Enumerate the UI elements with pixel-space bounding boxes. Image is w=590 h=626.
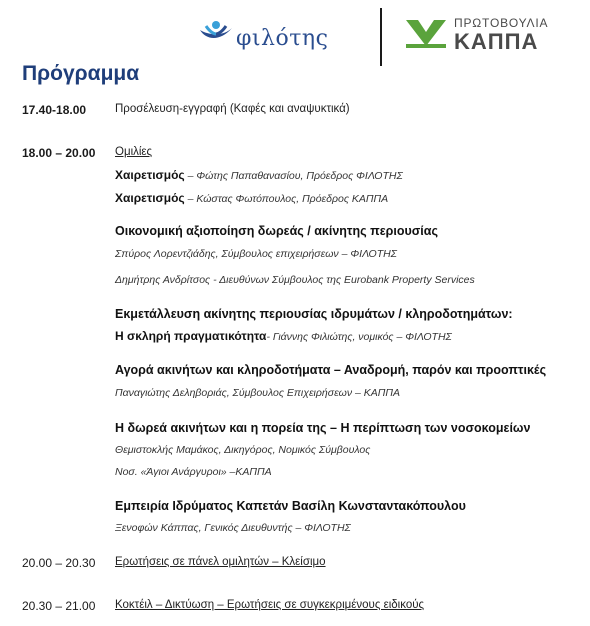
kappa-logo-text: ΚΑΠΠΑ [454, 29, 539, 54]
greeting-1 [115, 168, 403, 182]
greeting-2 [115, 191, 388, 205]
slot-time-4: 20.30 – 21.00 [22, 599, 96, 613]
talk-3-speaker-1: Παναγιώτης Δεληβοριάς, Σύμβουλος Επιχειρήσεων – ΚΑΠΠΑ [115, 387, 401, 399]
talk-2-subtitle-lead: Η σκληρή πραγματικότητα [115, 329, 267, 343]
slot-text-4: Κοκτέιλ – Δικτύωση – Ερωτήσεις σε συγκεκριμένους ειδικούς [115, 599, 425, 611]
greeting-1-speaker: – Φώτης Παπαθανασίου, Πρόεδρος ΦΙΛΟΤΗΣ [184, 170, 403, 182]
greeting-2-lead: Χαιρετισμός [115, 191, 185, 205]
talk-4-speaker-2: Νοσ. «Άγιοι Ανάργυροι» –ΚΑΠΠΑ [115, 466, 272, 478]
slot-time-3: 20.00 – 20.30 [22, 556, 96, 570]
talk-1-speaker-2: Δημήτρης Ανδρίτσος - Διευθύνων Σύμβουλος της Eurobank Property Services [115, 274, 475, 286]
talk-2-speaker: - Γιάννης Φιλιώτης, νομικός – ΦΙΛΟΤΗΣ [266, 331, 452, 343]
talk-3-title: Αγορά ακινήτων και κληροδοτήματα – Αναδρομή, παρόν και προοπτικές [115, 363, 547, 377]
filotis-people-icon [196, 16, 236, 50]
slot-text-1: Προσέλευση-εγγραφή (Καφές και αναψυκτικά) [115, 103, 350, 115]
slot-text-2: Ομιλίες [115, 146, 153, 158]
talk-1-title: Οικονομική αξιοποίηση δωρεάς / ακίνητης περιουσίας [115, 224, 438, 238]
talk-4-title: Η δωρεά ακινήτων και η πορεία της – Η περίπτωση των νοσοκομείων [115, 421, 531, 435]
slot-text-3: Ερωτήσεις σε πάνελ ομιλητών – Κλείσιμο [115, 556, 326, 568]
talk-5-title: Εμπειρία Ιδρύματος Καπετάν Βασίλη Κωνσταντακόπουλου [115, 499, 466, 513]
kappa-check-icon [404, 18, 448, 48]
page-title: Πρόγραμμα [22, 62, 140, 85]
talk-1-speaker-1: Σπύρος Λορεντζιάδης, Σύμβουλος επιχειρήσεων – ΦΙΛΟΤΗΣ [115, 248, 397, 260]
filotis-logo-text: φιλότης [236, 26, 329, 51]
greeting-1-lead: Χαιρετισμός [115, 168, 185, 182]
talk-2-subtitle [115, 329, 452, 343]
slot-time-1: 17.40-18.00 [22, 103, 87, 117]
kappa-logo-subtext: ΠΡΩΤΟΒΟΥΛΙΑ [454, 16, 549, 30]
header [0, 0, 590, 66]
slot-time-2: 18.00 – 20.00 [22, 146, 96, 160]
logo-divider [380, 8, 382, 66]
filotis-logo [196, 12, 362, 56]
talk-4-speaker-1: Θεμιστοκλής Μαμάκος, Δικηγόρος, Νομικός Σύμβουλος [115, 444, 371, 456]
greeting-2-speaker: – Κώστας Φωτόπουλος, Πρόεδρος ΚΑΠΠΑ [184, 193, 389, 205]
talk-5-speaker-1: Ξενοφών Κάππας, Γενικός Διευθυντής – ΦΙΛΟΤΗΣ [115, 522, 351, 534]
kappa-logo [404, 12, 564, 56]
talk-2-title: Εκμετάλλευση ακίνητης περιουσίας ιδρυμάτων / κληροδοτημάτων: [115, 307, 513, 321]
